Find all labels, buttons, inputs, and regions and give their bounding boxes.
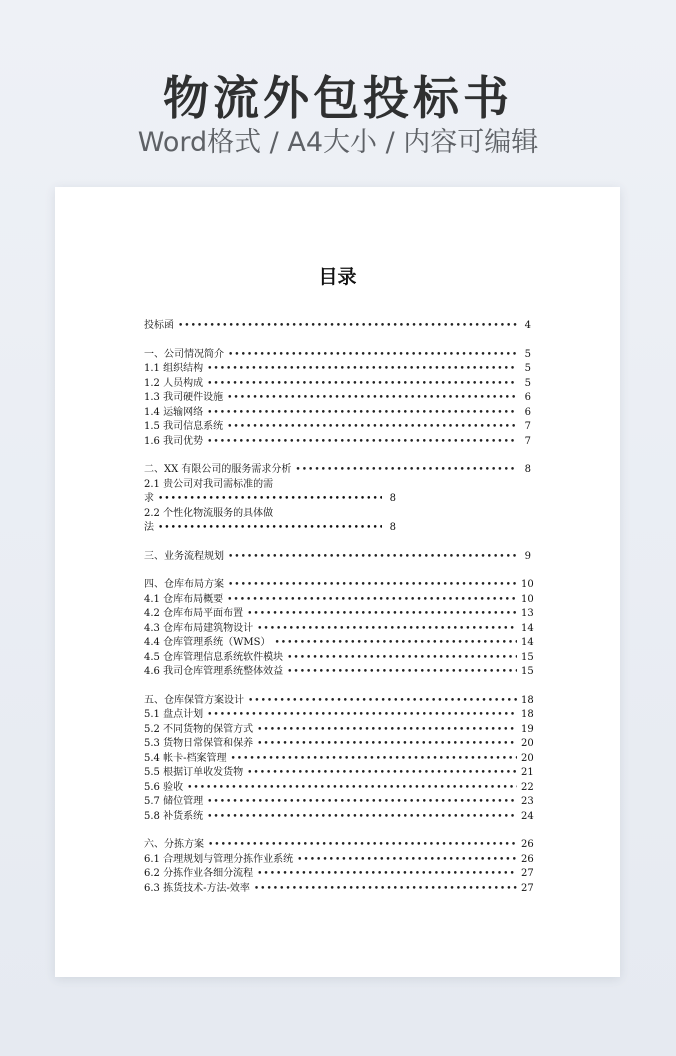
toc-entry-label: 5.6 验收 (144, 781, 184, 793)
toc-entry[interactable] (144, 319, 531, 334)
toc-entry-label: 三、业务流程规划 (144, 550, 224, 562)
dot-leader (287, 665, 517, 680)
toc-entry-label: 5.7 储位管理 (144, 796, 204, 807)
toc-entry[interactable] (144, 622, 534, 637)
toc-entry[interactable] (144, 478, 531, 507)
toc-entry[interactable] (144, 766, 534, 781)
toc-entry-label: 5.5 根据订单收发货物 (144, 767, 244, 778)
toc-page-number: 5 (524, 377, 531, 389)
toc-page-number: 27 (521, 868, 534, 879)
toc-entry-label: 5.4 帐卡-档案管理 (144, 752, 227, 764)
toc-entry-label: 4.6 我司仓库管理系统整体效益 (144, 666, 284, 677)
toc-entry[interactable] (144, 463, 531, 478)
page-subtitle: Word格式 / A4大小 / 内容可编辑 (137, 127, 539, 158)
toc-page-number: 15 (521, 666, 534, 677)
toc-entry-label: 2.1 贵公司对我司需标准的需 (144, 478, 274, 490)
toc-entry-label: 5.1 盘点计划 (144, 709, 204, 720)
toc-entry[interactable] (144, 752, 534, 767)
toc-page-number: 15 (521, 651, 534, 663)
toc-entry[interactable] (144, 737, 534, 752)
toc-entry-continuation (144, 521, 396, 536)
toc-page-number: 26 (521, 853, 534, 865)
dot-leader (207, 435, 517, 450)
toc-page-number: 10 (521, 593, 534, 605)
toc-entry[interactable] (144, 882, 534, 897)
dot-leader (207, 810, 517, 825)
dot-leader (287, 651, 517, 666)
dot-leader (207, 795, 517, 810)
toc-entry[interactable] (144, 391, 531, 406)
dot-leader (227, 391, 517, 406)
dot-leader (257, 723, 517, 738)
toc-entry-label: 投标函 (144, 320, 174, 331)
toc-entry[interactable] (144, 362, 531, 377)
dot-leader (257, 737, 517, 752)
toc-section (144, 578, 534, 680)
toc-page-number: 6 (524, 406, 531, 418)
dot-leader (257, 622, 517, 637)
dot-leader (187, 781, 517, 796)
dot-leader (227, 420, 517, 435)
toc-page-number: 4 (524, 320, 531, 331)
toc-entry[interactable] (144, 420, 531, 435)
toc-page-number: 7 (524, 421, 531, 432)
dot-leader (228, 550, 517, 565)
toc-entry-label: 五、仓库保管方案设计 (144, 694, 244, 706)
dot-leader (207, 362, 517, 377)
toc-entry-label: 四、仓库布局方案 (144, 579, 224, 590)
toc-page-number: 10 (521, 579, 534, 590)
toc-entry-label: 5.2 不同货物的保管方式 (144, 723, 254, 735)
dot-leader (254, 882, 517, 897)
toc-section (144, 838, 534, 896)
toc-entry[interactable] (144, 838, 534, 853)
toc-entry[interactable] (144, 406, 531, 421)
toc-entry-label: 6.2 分拣作业各细分流程 (144, 868, 254, 879)
toc-page-number: 8 (524, 464, 531, 475)
dot-leader (297, 853, 517, 868)
dot-leader (257, 867, 517, 882)
toc-entry[interactable] (144, 810, 534, 825)
toc-entry-label: 6.3 拣货技术-方法-效率 (144, 882, 250, 894)
toc-entry[interactable] (144, 348, 531, 363)
toc-page-number: 23 (521, 796, 534, 807)
toc-page-number: 5 (524, 348, 531, 360)
toc-page-number: 14 (521, 637, 534, 648)
toc-page-number: 18 (521, 694, 534, 706)
toc-page-number: 19 (521, 723, 534, 735)
toc-entry-label: 5.8 补货系统 (144, 810, 204, 822)
toc-entry-label: 1.5 我司信息系统 (144, 421, 224, 432)
dot-leader (247, 766, 517, 781)
toc-entry[interactable] (144, 708, 534, 723)
toc-entry[interactable] (144, 867, 534, 882)
toc-entry-continuation (144, 492, 396, 507)
toc-section (144, 348, 531, 450)
toc-entry-label: 二、XX 有限公司的服务需求分析 (144, 464, 292, 475)
dot-leader (207, 708, 517, 723)
toc-page-number: 13 (521, 608, 534, 619)
toc-entry-label: 1.6 我司优势 (144, 435, 204, 447)
toc-entry-label: 1.4 运输网络 (144, 406, 204, 418)
toc-entry-label-cont: 法 (144, 522, 154, 533)
dot-leader (158, 492, 382, 507)
toc-section (144, 694, 534, 825)
toc-entry[interactable] (144, 593, 534, 608)
toc-entry[interactable] (144, 665, 534, 680)
toc-page-number: 8 (389, 522, 396, 533)
table-of-contents (144, 319, 534, 910)
toc-page-number: 18 (521, 709, 534, 720)
dot-leader (228, 348, 517, 363)
dot-leader (158, 521, 382, 536)
toc-entry[interactable] (144, 435, 531, 450)
toc-page-number: 5 (524, 363, 531, 374)
toc-entry-label: 6.1 合理规划与管理分拣作业系统 (144, 853, 294, 865)
toc-entry-label: 4.2 仓库布局平面布置 (144, 608, 244, 619)
toc-entry-label: 六、分拣方案 (144, 839, 204, 850)
toc-page-number: 8 (389, 493, 396, 504)
dot-leader (208, 838, 517, 853)
toc-page-number: 9 (524, 550, 531, 562)
toc-entry[interactable] (144, 607, 534, 622)
toc-entry-label: 4.1 仓库布局概要 (144, 593, 224, 605)
toc-entry-label-cont: 求 (144, 493, 154, 504)
toc-entry[interactable] (144, 578, 534, 593)
toc-entry[interactable] (144, 377, 531, 392)
toc-entry[interactable] (144, 550, 531, 565)
toc-page-number: 20 (521, 752, 534, 764)
dot-leader (230, 752, 517, 767)
dot-leader (228, 578, 517, 593)
toc-section (144, 463, 531, 536)
toc-entry-label: 4.4 仓库管理系统（WMS） (144, 637, 271, 648)
toc-entry-label: 1.1 组织结构 (144, 363, 204, 374)
dot-leader (227, 593, 517, 608)
toc-entry[interactable] (144, 636, 534, 651)
toc-entry[interactable] (144, 651, 534, 666)
dot-leader (207, 377, 517, 392)
dot-leader (207, 406, 517, 421)
toc-entry-label: 2.2 个性化物流服务的具体做 (144, 507, 274, 519)
toc-entry-label: 5.3 货物日常保管和保养 (144, 738, 254, 749)
toc-page-number: 7 (524, 435, 531, 447)
toc-entry[interactable] (144, 853, 534, 868)
dot-leader (274, 636, 517, 651)
toc-title: 目录 (318, 266, 357, 288)
toc-page-number: 6 (524, 392, 531, 403)
toc-page-number: 24 (521, 810, 534, 822)
dot-leader (178, 319, 517, 334)
toc-page-number: 21 (521, 767, 534, 778)
toc-page-number: 20 (521, 738, 534, 749)
page-title: 物流外包投标书 (163, 71, 513, 125)
toc-entry-label: 1.3 我司硬件设施 (144, 392, 224, 403)
dot-leader (295, 463, 517, 478)
toc-entry[interactable] (144, 781, 534, 796)
toc-page-number: 26 (521, 839, 534, 850)
toc-entry[interactable] (144, 507, 531, 536)
toc-entry-label: 1.2 人员构成 (144, 377, 204, 389)
toc-page-number: 14 (521, 622, 534, 634)
toc-page-number: 27 (521, 882, 534, 894)
toc-entry[interactable] (144, 723, 534, 738)
toc-entry[interactable] (144, 795, 534, 810)
toc-entry-label: 4.3 仓库布局建筑物设计 (144, 622, 254, 634)
toc-entry-label: 一、公司情况简介 (144, 348, 224, 360)
toc-section (144, 550, 531, 565)
document-page (55, 187, 620, 977)
toc-page-number: 22 (521, 781, 534, 793)
toc-section (144, 319, 531, 334)
dot-leader (248, 694, 517, 709)
toc-entry-label: 4.5 仓库管理信息系统软件模块 (144, 651, 284, 663)
dot-leader (247, 607, 517, 622)
toc-entry[interactable] (144, 694, 534, 709)
